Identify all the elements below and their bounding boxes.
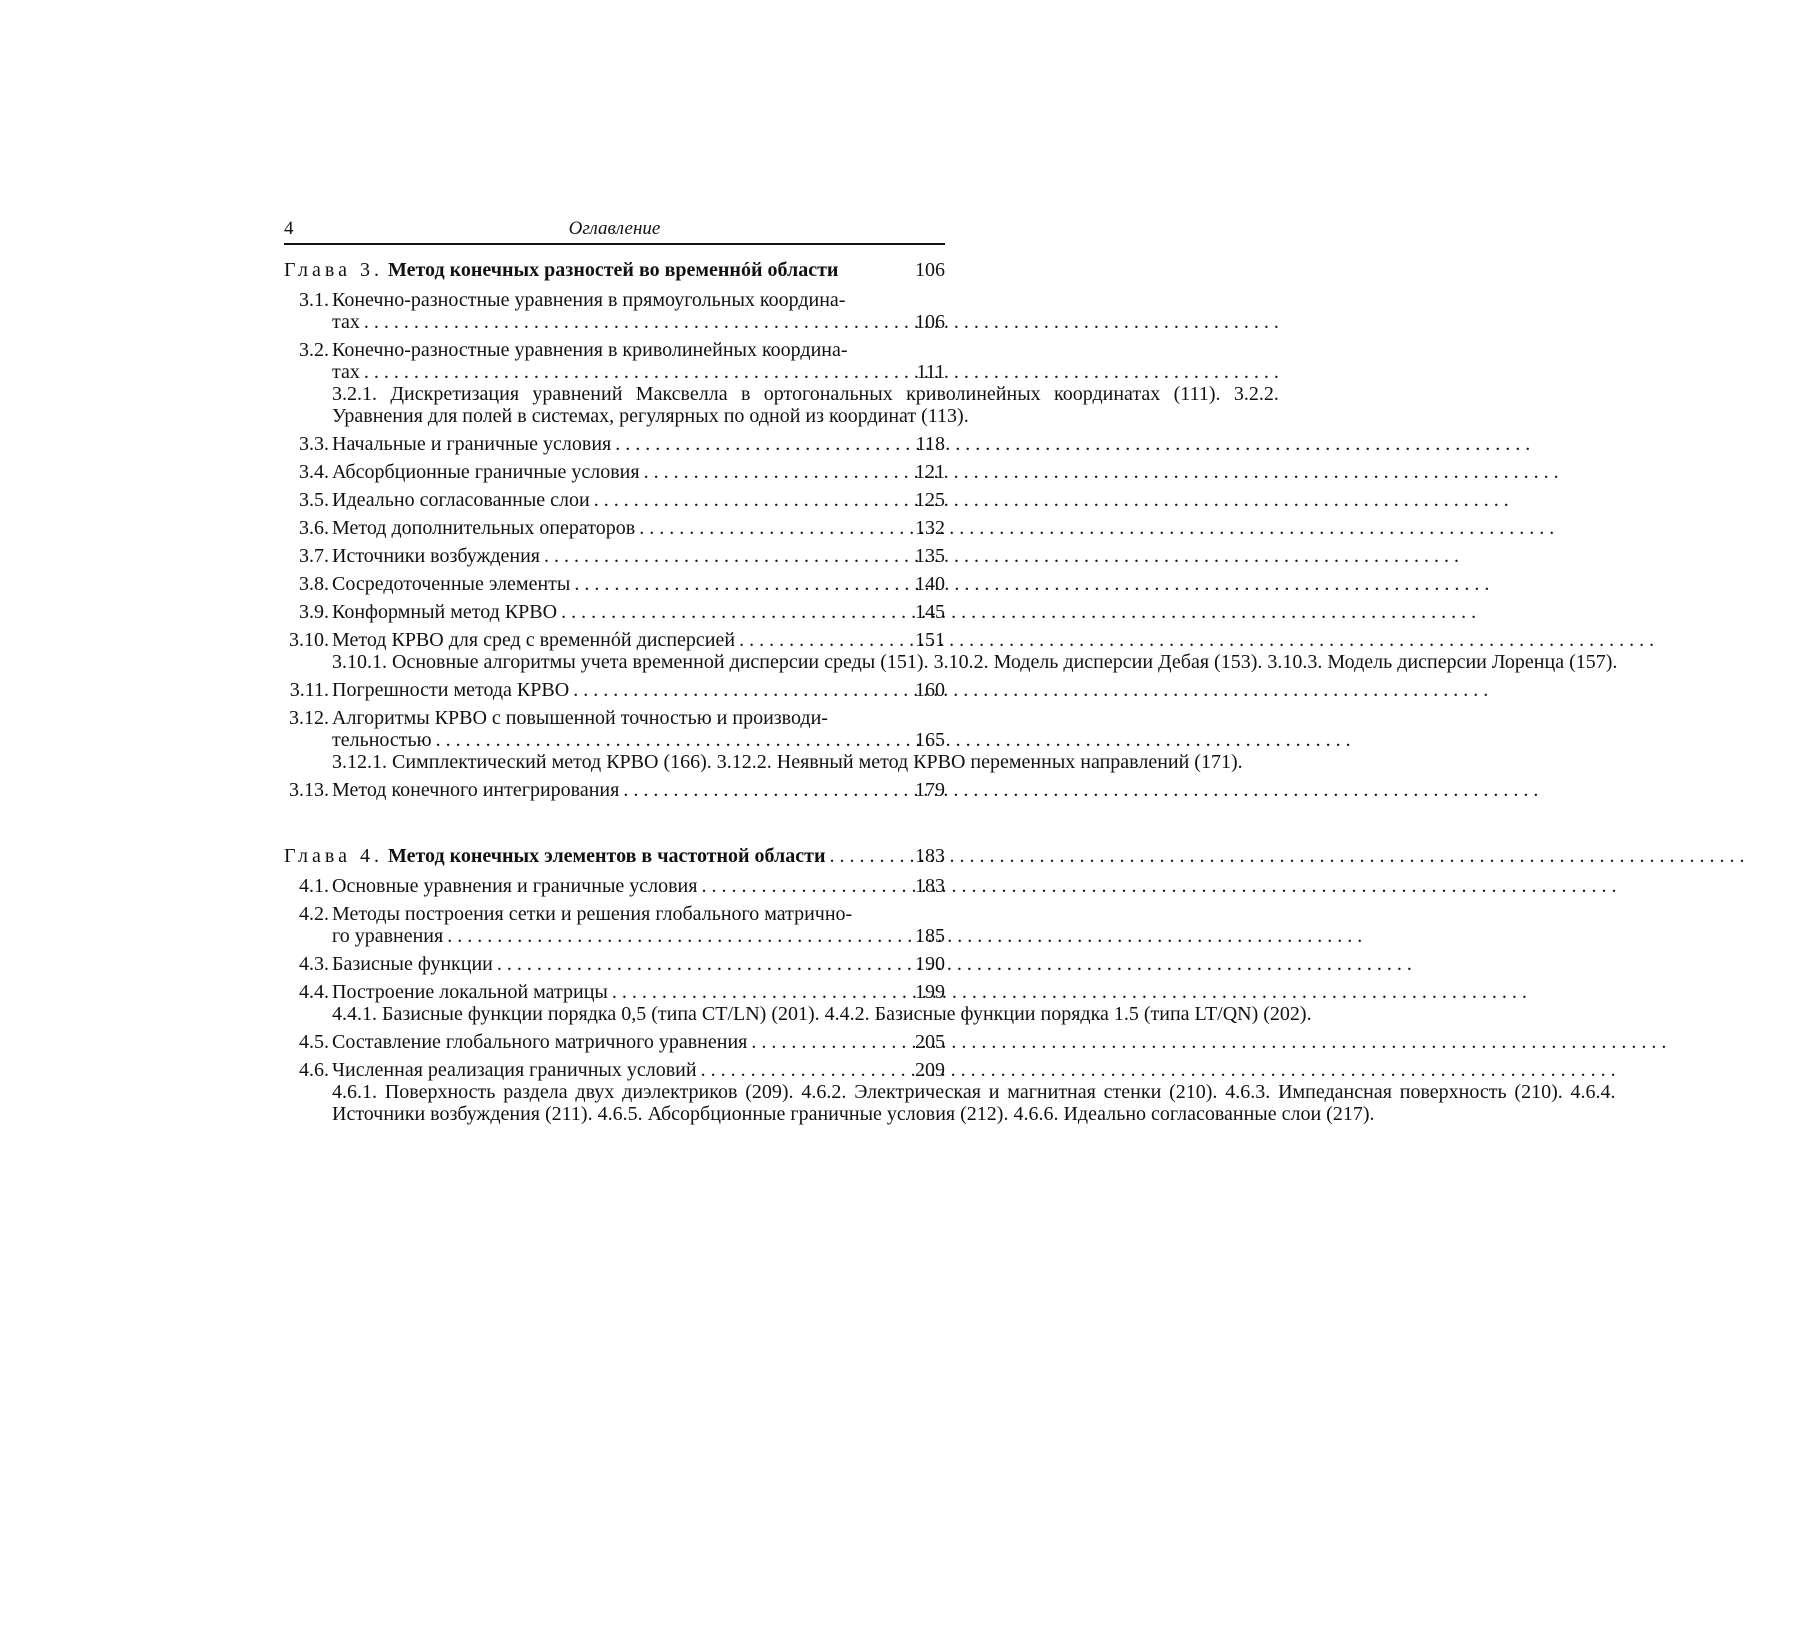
- leader-dots: [540, 545, 1459, 567]
- page-ref: 183: [915, 875, 945, 897]
- leader-dots: [697, 1059, 1616, 1081]
- toc-entry: [284, 517, 945, 539]
- page-ref: 185: [915, 925, 945, 947]
- toc-entry: [284, 1031, 945, 1053]
- section-title: Идеально согласованные слои: [332, 489, 590, 511]
- page-ref: 209: [915, 1059, 945, 1081]
- toc-entry: [284, 601, 945, 623]
- leader-dots: [640, 461, 1559, 483]
- toc-entry: [284, 545, 945, 567]
- section-number: 4.1.: [299, 875, 329, 897]
- page-ref: 140: [915, 573, 945, 595]
- toc-entry: [284, 707, 1243, 773]
- section-title: тельностью: [332, 729, 432, 751]
- page-ref: 106: [915, 311, 945, 333]
- subsection-list: 4.4.1. Базисные функции порядка 0,5 (типа CT/LN) (201). 4.4.2. Базисные функции порядка 1.5 (типа LT/QN) (202).: [332, 1003, 1312, 1025]
- toc-entry: [284, 679, 945, 701]
- section-number: 3.13.: [289, 779, 329, 801]
- section-title: Абсорбционные граничные условия: [332, 461, 640, 483]
- running-title: Оглавление: [568, 218, 661, 239]
- toc-entry: [284, 875, 945, 897]
- section-number: 3.2.: [299, 339, 329, 361]
- section-title-line: Алгоритмы КРВО с повышенной точностью и производи-: [332, 707, 828, 729]
- page-ref: 132: [915, 517, 945, 539]
- running-head: [284, 215, 945, 245]
- chapter-title: Метод конечных разностей во временнóй области: [387, 259, 839, 281]
- chapter-title: Метод конечных элементов в частотной области: [387, 845, 826, 867]
- toc-entry: [284, 629, 1618, 673]
- leader-dots: [360, 311, 1279, 333]
- table-of-contents: [284, 259, 1618, 1125]
- page-ref: 145: [915, 601, 945, 623]
- section-number: 3.9.: [299, 601, 329, 623]
- chapter-block: [284, 845, 1616, 1125]
- chapter-heading: [284, 259, 945, 281]
- page-ref: 165: [915, 729, 945, 751]
- section-title-line: Методы построения сетки и решения глобального матрично-: [332, 903, 853, 925]
- subsection-list: 3.12.1. Симплектический метод КРВО (166). 3.12.2. Неявный метод КРВО переменных направлений (171).: [332, 751, 1243, 773]
- page-ref: 190: [915, 953, 945, 975]
- toc-entry: [284, 489, 945, 511]
- page-ref: 179: [915, 779, 945, 801]
- page-ref: 160: [915, 679, 945, 701]
- subsection-list: 3.2.1. Дискретизация уравнений Максвелла в ортогональных криволинейных координатах (111). 3.2.2. Уравнения для полей в системах, регулярных по одной из координат (113).: [332, 383, 1279, 427]
- page-ref: 125: [915, 489, 945, 511]
- leader-dots: [590, 489, 1509, 511]
- section-number: 4.2.: [299, 903, 329, 925]
- leader-dots: [608, 981, 1527, 1003]
- chapter-heading: [284, 845, 945, 867]
- section-number: 4.6.: [299, 1059, 329, 1081]
- section-number: 3.5.: [299, 489, 329, 511]
- leader-dots: [493, 953, 1412, 975]
- leader-dots: [432, 729, 1351, 751]
- section-number: 3.12.: [289, 707, 329, 729]
- section-title: тах: [332, 311, 360, 333]
- page-ref: 183: [915, 845, 945, 867]
- section-number: 3.7.: [299, 545, 329, 567]
- section-title: Погрешности метода КРВО: [332, 679, 570, 701]
- section-title: Метод КРВО для сред с временнóй дисперсией: [332, 629, 736, 651]
- page-ref: 205: [915, 1031, 945, 1053]
- leader-dots: [557, 601, 1476, 623]
- toc-entry: [284, 573, 945, 595]
- leader-dots: [619, 779, 1538, 801]
- section-title: Составление глобального матричного уравнения: [332, 1031, 748, 1053]
- section-title: Численная реализация граничных условий: [332, 1059, 697, 1081]
- section-title: го уравнения: [332, 925, 444, 947]
- section-number: 4.3.: [299, 953, 329, 975]
- toc-entry: [284, 461, 945, 483]
- section-title: Базисные функции: [332, 953, 493, 975]
- leader-dots: [360, 361, 1279, 383]
- toc-entry: [284, 1059, 1616, 1125]
- chapter-label: Глава 3.: [284, 259, 383, 281]
- section-title: Источники возбуждения: [332, 545, 540, 567]
- page-ref: 199: [915, 981, 945, 1003]
- subsection-list: 3.10.1. Основные алгоритмы учета временной дисперсии среды (151). 3.10.2. Модель дисперсии Дебая (153). 3.10.3. Модель дисперсии Лоренца (157).: [332, 651, 1618, 673]
- section-number: 3.4.: [299, 461, 329, 483]
- section-number: 4.4.: [299, 981, 329, 1003]
- toc-entry: [284, 779, 945, 801]
- toc-entry: [284, 903, 945, 947]
- page-ref: 121: [915, 461, 945, 483]
- leader-dots: [697, 875, 1616, 897]
- section-number: 3.11.: [289, 679, 329, 701]
- toc-entry: [284, 289, 945, 333]
- leader-dots: [747, 1031, 1666, 1053]
- section-title-line: Конечно-разностные уравнения в прямоугольных координа-: [332, 289, 846, 311]
- page-ref: 111: [916, 361, 945, 383]
- section-title: Метод конечного интегрирования: [332, 779, 620, 801]
- section-number: 3.8.: [299, 573, 329, 595]
- toc-entry: [284, 981, 1312, 1025]
- page-ref: 151: [915, 629, 945, 651]
- section-number: 3.1.: [299, 289, 329, 311]
- toc-entry: [284, 433, 945, 455]
- toc-entry: [284, 339, 1279, 427]
- subsection-list: 4.6.1. Поверхность раздела двух диэлектриков (209). 4.6.2. Электрическая и магнитная стенки (210). 4.6.3. Импедансная поверхность (210). 4.6.4. Источники возбуждения (211). 4.6.5. Абсорбционные граничные условия (212). 4.6.6. Идеально согласованные слои (217).: [332, 1081, 1616, 1125]
- section-title: Начальные и граничные условия: [332, 433, 612, 455]
- section-number: 3.3.: [299, 433, 329, 455]
- section-title: Основные уравнения и граничные условия: [332, 875, 698, 897]
- page-ref: 135: [915, 545, 945, 567]
- section-number: 3.6.: [299, 517, 329, 539]
- toc-page: [284, 215, 1618, 1125]
- section-title-line: Конечно-разностные уравнения в криволинейных координа-: [332, 339, 848, 361]
- leader-dots: [635, 517, 1554, 539]
- section-title: тах: [332, 361, 360, 383]
- section-title: Конформный метод КРВО: [332, 601, 558, 623]
- section-number: 3.10.: [289, 629, 329, 651]
- section-title: Метод дополнительных операторов: [332, 517, 636, 539]
- page-number: 4: [284, 218, 294, 239]
- section-title: Сосредоточенные элементы: [332, 573, 571, 595]
- section-title: Построение локальной матрицы: [332, 981, 608, 1003]
- chapter-block: [284, 259, 1618, 801]
- leader-dots: [735, 629, 1654, 651]
- page-ref: 118: [915, 433, 945, 455]
- section-number: 4.5.: [299, 1031, 329, 1053]
- leader-dots: [570, 573, 1489, 595]
- leader-dots: [611, 433, 1530, 455]
- leader-dots: [826, 845, 1745, 867]
- toc-entry: [284, 953, 945, 975]
- page-ref: 106: [915, 259, 945, 281]
- chapter-label: Глава 4.: [284, 845, 383, 867]
- leader-dots: [569, 679, 1488, 701]
